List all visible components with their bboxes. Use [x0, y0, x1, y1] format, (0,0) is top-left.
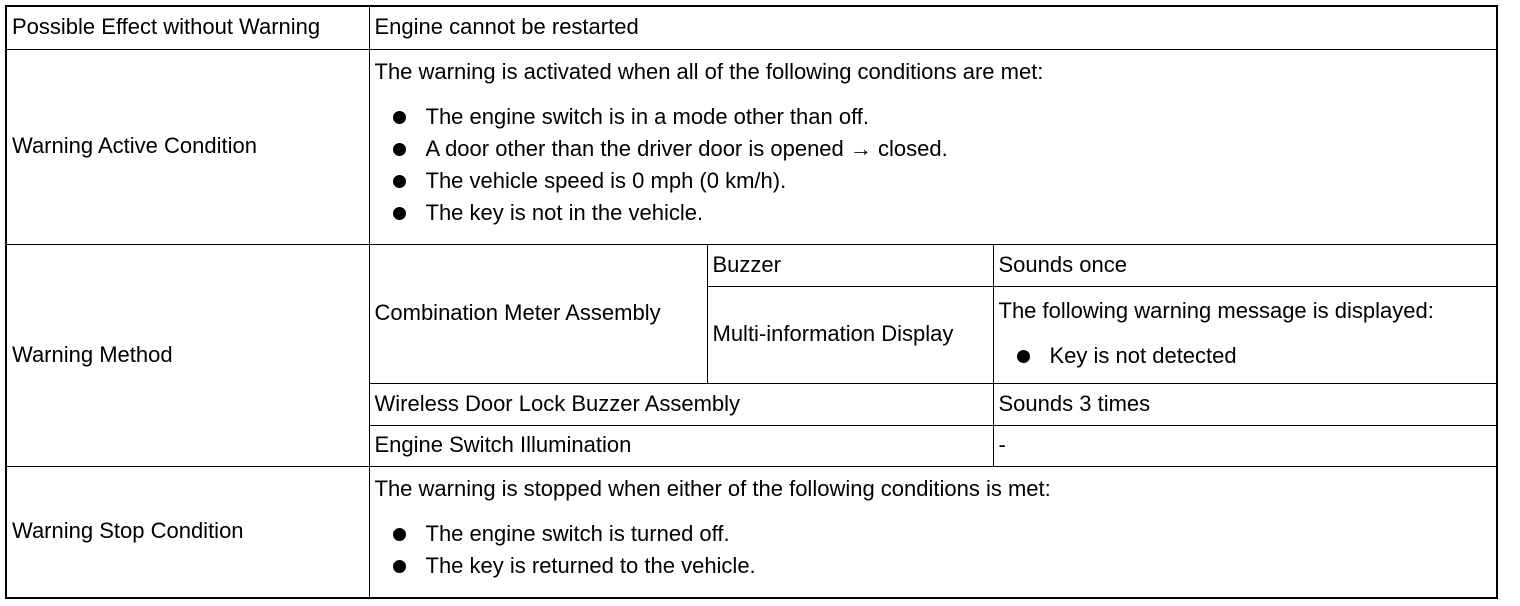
bullet-icon [393, 560, 406, 573]
mid-message-list [999, 341, 1491, 373]
active-conditions-cell [369, 49, 1496, 244]
bullet-icon [393, 207, 406, 220]
row-possible-effect [7, 7, 1496, 49]
bullet-icon [393, 528, 406, 541]
bullet-icon [393, 111, 406, 124]
buzzer-value: Sounds once [993, 244, 1496, 286]
list-item: A door other than the driver door is opened → closed. [393, 133, 1491, 165]
mid-label: Multi-information Display [707, 286, 993, 383]
wireless-label: Wireless Door Lock Buzzer Assembly [369, 383, 993, 425]
mid-value-cell [993, 286, 1496, 383]
row-warning-stop [7, 466, 1496, 597]
list-item: The vehicle speed is 0 mph (0 km/h). [393, 165, 1491, 197]
warning-spec-table-frame [5, 5, 1498, 599]
buzzer-label: Buzzer [707, 244, 993, 286]
active-label: Warning Active Condition [7, 49, 369, 244]
stop-label: Warning Stop Condition [7, 466, 369, 597]
active-intro: The warning is activated when all of the following conditions are met: [374, 58, 1044, 84]
warning-spec-table [7, 7, 1496, 597]
bullet-icon [393, 143, 406, 156]
list-item: Key is not detected [1017, 341, 1491, 373]
effect-label: Possible Effect without Warning [7, 7, 369, 49]
active-condition-list [375, 101, 1491, 229]
mid-intro: The following warning message is displayed: [998, 298, 1434, 324]
illumination-label: Engine Switch Illumination [369, 425, 993, 466]
row-warning-method-buzzer [7, 244, 1496, 286]
list-item: The engine switch is in a mode other than off. [393, 101, 1491, 133]
wireless-value: Sounds 3 times [993, 383, 1496, 425]
stop-intro: The warning is stopped when either of the following conditions is met: [374, 475, 1051, 501]
stop-condition-list [375, 518, 1491, 582]
list-item: The key is not in the vehicle. [393, 197, 1491, 229]
illumination-value: - [993, 425, 1496, 466]
list-item: The engine switch is turned off. [393, 518, 1491, 550]
list-item: The key is returned to the vehicle. [393, 550, 1491, 582]
row-warning-active [7, 49, 1496, 244]
bullet-icon [1017, 350, 1030, 363]
method-label: Warning Method [7, 244, 369, 466]
stop-conditions-cell [369, 466, 1496, 597]
effect-value: Engine cannot be restarted [369, 7, 1496, 49]
bullet-icon [393, 175, 406, 188]
combination-meter-label: Combination Meter Assembly [369, 244, 707, 383]
